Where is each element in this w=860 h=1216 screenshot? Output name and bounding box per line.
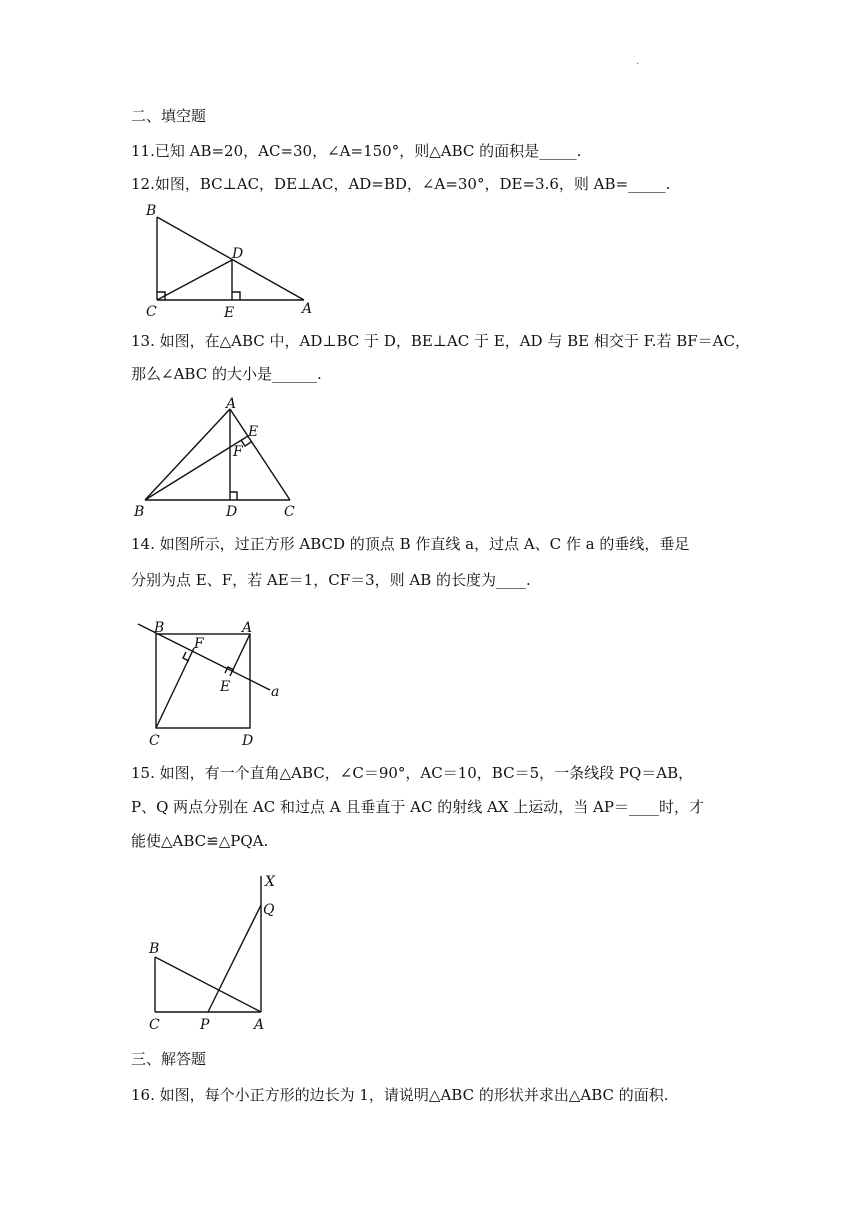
figure-14 [130, 614, 290, 750]
question-13-line-2: 那么∠ABC 的大小是______. [131, 365, 322, 383]
question-12: 12.如图，BC⊥AC，DE⊥AC，AD=BD，∠A=30°，DE=3.6，则 AB=_____. [131, 175, 671, 193]
fig14-label-d: D [242, 733, 254, 749]
fig13-label-f: F [233, 444, 243, 460]
fig14-label-e: E [220, 679, 231, 695]
fig14-label-a-line: a [271, 684, 280, 700]
fig15-label-c: C [149, 1017, 160, 1033]
question-14-line-2: 分别为点 E、F，若 AE＝1，CF＝3，则 AB 的长度为____. [131, 571, 531, 589]
question-15-line-2: P、Q 两点分别在 AC 和过点 A 且垂直于 AC 的射线 AX 上运动，当 AP＝____时，才 [131, 798, 704, 816]
question-16: 16. 如图，每个小正方形的边长为 1，请说明△ABC 的形状并求出△ABC 的面积. [131, 1086, 669, 1104]
fig13-label-d: D [226, 504, 238, 520]
fig13-label-c: C [284, 504, 295, 520]
fig12-label-a: A [302, 301, 313, 317]
fig12-label-b: B [146, 203, 157, 219]
figure-12 [140, 200, 330, 322]
fig12-label-d: D [232, 246, 244, 262]
figure-13 [130, 392, 310, 524]
question-14-line-1: 14. 如图所示，过正方形 ABCD 的顶点 B 作直线 a，过点 A、C 作 a 的垂线，垂足 [131, 535, 690, 553]
fig14-label-c: C [149, 733, 160, 749]
fig15-label-p: P [200, 1017, 210, 1033]
question-15-line-1: 15. 如图，有一个直角△ABC，∠C＝90°，AC＝10，BC＝5，一条线段 PQ＝AB， [131, 764, 694, 782]
section-title-solve: 三、解答题 [131, 1050, 207, 1068]
fig15-label-q: Q [263, 902, 275, 918]
fig15-label-x: X [265, 874, 275, 890]
fig12-label-e: E [224, 305, 235, 321]
fig14-label-b: B [154, 620, 165, 636]
fig12-label-c: C [146, 304, 157, 320]
question-11: 11.已知 AB=20，AC=30，∠A=150°，则△ABC 的面积是_____. [131, 142, 582, 160]
fig14-label-f: F [194, 636, 204, 652]
fig15-label-b: B [149, 941, 160, 957]
header-mark: . [636, 56, 640, 67]
fig13-label-b: B [134, 504, 145, 520]
figure-15 [140, 868, 290, 1034]
fig15-label-a: A [254, 1017, 265, 1033]
fig13-label-a: A [226, 396, 237, 412]
fig14-label-a: A [242, 620, 253, 636]
fig13-label-e: E [248, 424, 259, 440]
question-13-line-1: 13. 如图，在△ABC 中，AD⊥BC 于 D，BE⊥AC 于 E，AD 与 BE 相交于 F.若 BF＝AC， [131, 332, 750, 350]
question-15-line-3: 能使△ABC≌△PQA. [131, 832, 269, 850]
section-title-fill-blank: 二、填空题 [131, 107, 207, 125]
